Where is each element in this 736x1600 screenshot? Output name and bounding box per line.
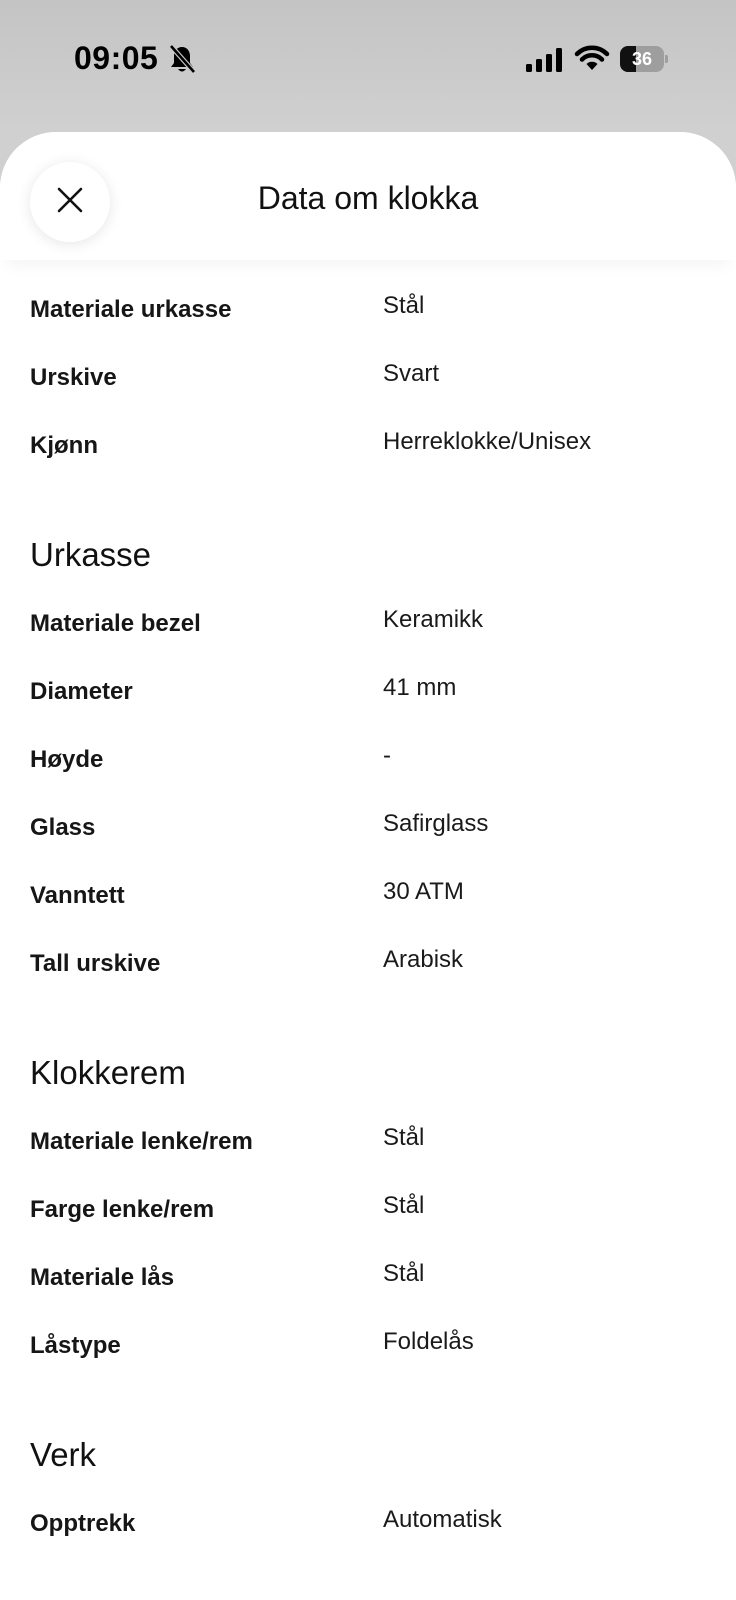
spec-value: Arabisk [383,946,464,973]
signal-icon [526,48,564,72]
spec-row [0,1250,736,1318]
spec-value: Stål [383,1260,425,1287]
spec-row [0,1182,736,1250]
spec-row [0,800,736,868]
spec-row [0,936,736,1004]
spec-row [0,282,736,350]
spec-section [0,1004,736,1386]
status-time: 09:05 [74,40,159,76]
spec-value: Keramikk [383,606,484,633]
spec-label: Diameter [30,678,133,705]
spec-value: Stål [383,1124,425,1151]
wifi-icon [574,44,610,72]
spec-list [0,282,736,1564]
spec-value: Stål [383,1192,425,1219]
spec-value: Automatisk [383,1506,502,1533]
spec-section [0,1386,736,1564]
spec-label: Tall urskive [30,950,161,977]
spec-label: Materiale lenke/rem [30,1128,253,1155]
spec-row [0,596,736,664]
section-title: Urkasse [30,536,152,573]
spec-value: 41 mm [383,674,457,701]
spec-row [0,350,736,418]
spec-label: Låstype [30,1332,121,1359]
section-heading [0,1004,736,1114]
section-heading [0,1386,736,1496]
spec-label: Glass [30,814,96,841]
battery-icon [620,46,668,72]
spec-value: - [383,742,391,769]
spec-value: Safirglass [383,810,489,837]
spec-label: Høyde [30,746,104,773]
spec-value: Svart [383,360,440,387]
spec-label: Materiale urkasse [30,296,232,323]
sheet-header [0,132,736,260]
spec-sections [0,486,736,1564]
spec-label: Kjønn [30,432,98,459]
spec-label: Materiale lås [30,1264,175,1291]
spec-value: 30 ATM [383,878,464,905]
spec-value: Stål [383,292,425,319]
bell-slash-icon [168,44,196,74]
section-title: Verk [30,1436,97,1473]
spec-row [0,1496,736,1564]
general-specs [0,282,736,486]
spec-section [0,486,736,1004]
spec-row [0,418,736,486]
status-bar [0,0,736,120]
spec-label: Urskive [30,364,117,391]
section-title: Klokkerem [30,1054,186,1091]
spec-label: Vanntett [30,882,125,909]
spec-row [0,1114,736,1182]
battery-level: 36 [631,49,653,69]
spec-row [0,1318,736,1386]
spec-value: Foldelås [383,1328,474,1355]
spec-row [0,868,736,936]
spec-row [0,732,736,800]
watch-data-sheet [0,132,736,1600]
section-heading [0,486,736,596]
spec-value: Herreklokke/Unisex [383,428,592,455]
spec-row [0,664,736,732]
spec-label: Materiale bezel [30,610,201,637]
spec-label: Farge lenke/rem [30,1196,215,1223]
sheet-title: Data om klokka [257,180,479,216]
spec-label: Opptrekk [30,1510,136,1537]
